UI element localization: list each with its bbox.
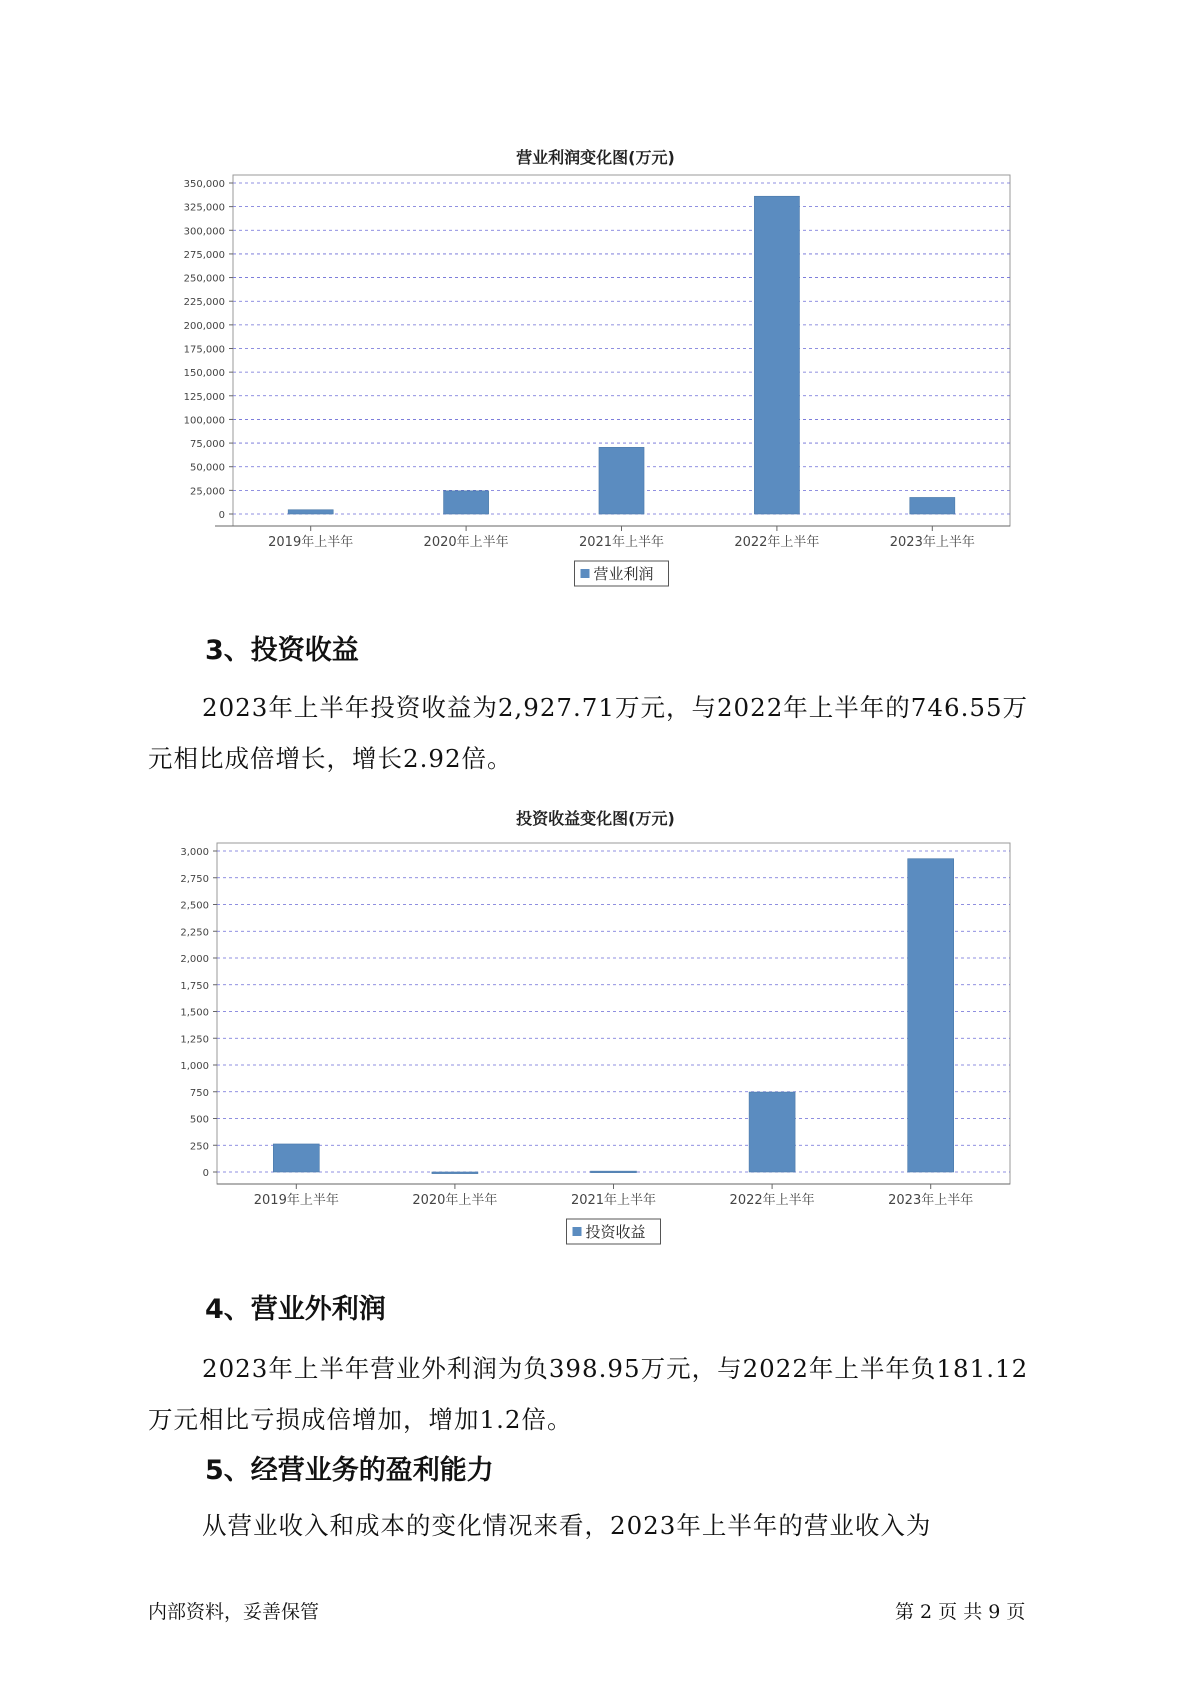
chart2-bar: [591, 1171, 637, 1173]
chart1-xtick-label: 2020年上半年: [423, 535, 509, 550]
section5-paragraph: [148, 1500, 1048, 1551]
chart1-xtick-label: 2019年上半年: [268, 535, 354, 550]
chart2-ytick-label: 0: [202, 1168, 209, 1179]
chart1-ytick-label: 275,000: [183, 249, 225, 261]
chart1-ytick-label: 75,000: [190, 439, 225, 451]
chart2-plot-frame: [217, 843, 1010, 1184]
section3-paragraph: [148, 682, 1048, 784]
chart2-ytick-label: 2,000: [180, 954, 209, 965]
chart2-xtick-label: 2021年上半年: [570, 1193, 657, 1208]
chart2-xtick-label: 2022年上半年: [729, 1193, 815, 1208]
chart2-ytick-label: 1,750: [180, 980, 209, 992]
chart2-legend-label: 投资收益: [585, 1223, 646, 1241]
chart1-ytick-label: 350,000: [183, 179, 225, 190]
section3-heading: 3、投资收益: [205, 635, 359, 666]
section5-heading: 5、经营业务的盈利能力: [205, 1455, 494, 1486]
chart2-title: 投资收益变化图(万元): [516, 809, 675, 828]
section4-paragraph: [148, 1343, 1048, 1445]
chart2-bar: [432, 1172, 478, 1174]
chart1-ytick-label: 125,000: [183, 391, 225, 403]
section5-line1: 从营业收入和成本的变化情况来看，2023年上半年的营业收入为: [202, 1511, 932, 1540]
section4-line2: 万元相比亏损成倍增加，增加1.2倍。: [148, 1405, 573, 1434]
chart1-ytick-label: 25,000: [190, 486, 225, 498]
chart1-ytick-label: 100,000: [183, 415, 225, 427]
footer-left: 内部资料，妥善保管: [148, 1601, 320, 1623]
chart2-ytick-label: 250: [189, 1141, 209, 1153]
chart2-xtick-label: 2019年上半年: [253, 1193, 339, 1208]
chart1-bar: [910, 497, 955, 514]
chart2-ytick-label: 1,250: [180, 1034, 209, 1046]
chart1-ytick-label: 300,000: [183, 226, 225, 238]
chart2-ytick-label: 2,500: [180, 900, 209, 912]
chart2-ytick-label: 1,500: [180, 1007, 209, 1019]
chart1-bar: [599, 447, 644, 514]
section4-heading: 4、营业外利润: [205, 1294, 386, 1325]
section3-line2: 元相比成倍增长，增长2.92倍。: [148, 744, 513, 773]
chart1-legend-label: 营业利润: [593, 565, 654, 583]
chart1-bar: [754, 196, 799, 514]
chart2-ytick-label: 2,250: [180, 927, 209, 939]
chart1-ytick-label: 250,000: [183, 273, 225, 285]
section3-line1: 2023年上半年投资收益为2,927.71万元，与2022年上半年的746.55万: [202, 693, 1029, 722]
chart1-ytick-label: 150,000: [183, 368, 225, 380]
chart2-ytick-label: 750: [189, 1087, 209, 1099]
chart1-xtick-label: 2023年上半年: [889, 535, 975, 550]
chart2-legend-swatch: [573, 1227, 582, 1236]
chart2-ytick-label: 3,000: [180, 847, 209, 858]
chart2-xtick-label: 2023年上半年: [888, 1193, 974, 1208]
chart1-xtick-label: 2022年上半年: [734, 535, 820, 550]
chart1-ytick-label: 50,000: [190, 462, 225, 474]
chart1-bar: [288, 510, 333, 514]
chart1-ytick-label: 325,000: [183, 202, 225, 214]
chart1-ytick-label: 225,000: [183, 297, 225, 309]
chart1-ytick-label: 200,000: [183, 320, 225, 332]
chart2-bar: [749, 1092, 795, 1172]
section4-line1: 2023年上半年营业外利润为负398.95万元，与2022年上半年负181.12: [202, 1354, 1029, 1383]
footer-page-number: 第 2 页 共 9 页: [895, 1601, 1026, 1623]
chart2-investment-income: [0, 838, 1191, 1258]
chart1-xtick-label: 2021年上半年: [578, 535, 665, 550]
chart1-operating-profit: [0, 170, 1191, 590]
chart2-ytick-label: 2,750: [180, 873, 209, 885]
chart1-ytick-label: 0: [218, 510, 225, 521]
chart2-xtick-label: 2020年上半年: [412, 1193, 498, 1208]
chart1-legend-swatch: [581, 569, 590, 578]
chart1-title: 营业利润变化图(万元): [516, 148, 675, 167]
chart2-bar: [273, 1144, 319, 1172]
chart1-ytick-label: 175,000: [183, 344, 225, 356]
chart1-bar: [444, 491, 489, 514]
chart2-ytick-label: 500: [189, 1114, 209, 1126]
chart2-bar: [908, 859, 954, 1172]
chart2-ytick-label: 1,000: [180, 1061, 209, 1072]
